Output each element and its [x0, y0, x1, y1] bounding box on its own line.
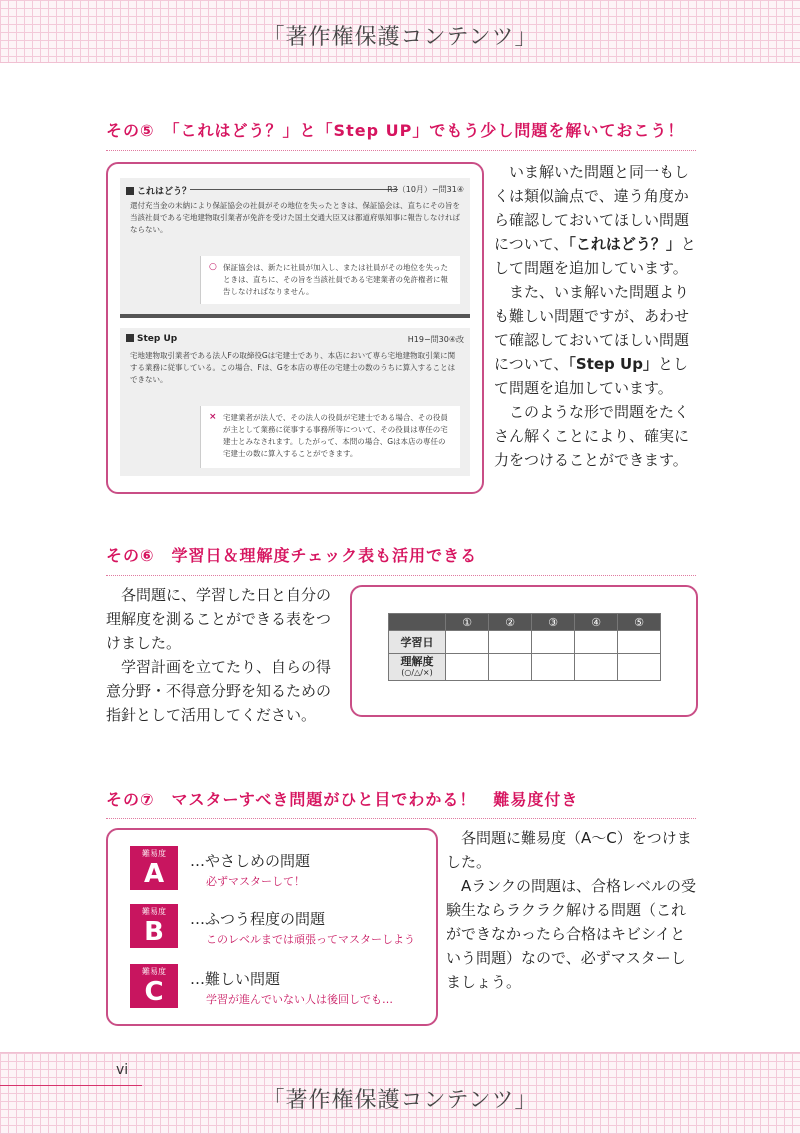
table-col-4: ④	[575, 614, 618, 631]
difficulty-title-b: …ふつう程度の問題	[190, 910, 326, 928]
section5-paragraph-2: また、いま解いた問題よりも難しい問題ですが、あわせて確認しておいてほしい問題について、「Step Up」として問題を追加しています。	[494, 283, 690, 397]
difficulty-title-c: …難しい問題	[190, 970, 281, 988]
card-ref-stepup: H19−問30④改	[407, 335, 464, 344]
table-cell	[532, 654, 575, 681]
table-cell	[575, 631, 618, 654]
section6-paragraph-1: 各問題に、学習した日と自分の理解度を測ることができる表をつけました。	[106, 586, 332, 652]
question-icon	[126, 187, 134, 195]
example-card-stepup	[120, 328, 470, 476]
table-col-5: ⑤	[618, 614, 661, 631]
difficulty-sub-a: 必ずマスターして！	[206, 875, 305, 888]
section6-rule	[106, 575, 696, 576]
answer-box-kore	[200, 256, 460, 304]
section5-heading: その⑤ 「これはどう？」と「Step UP」でもう少し問題を解いておこう！	[106, 121, 685, 140]
section7-rule	[106, 818, 696, 819]
difficulty-sub-c: 学習が進んでいない人は後回しでも…	[206, 993, 393, 1006]
row-label-study-date: 学習日	[389, 631, 446, 654]
section5-example-frame	[106, 162, 484, 494]
card-label-kore: これはどう？	[126, 184, 191, 197]
table-col-1: ①	[446, 614, 489, 631]
card-shadow-kore	[120, 314, 470, 318]
card-divider	[190, 189, 398, 190]
section5-paragraph-1: いま解いた問題と同一もしくは類似論点で、違う角度から確認しておいてほしい問題について、「これはどう？」として問題を追加しています。	[494, 163, 696, 277]
section7-body	[446, 826, 696, 994]
table-cell	[489, 654, 532, 681]
table-row-understanding	[389, 654, 661, 681]
stepup-icon	[126, 334, 134, 342]
section7-heading: その⑦ マスターすべき問題がひと目でわかる！ 難易度付き	[106, 790, 579, 809]
section7-paragraph-2: Aランクの問題は、合格レベルの受験生ならラクラク解ける問題（これができなかったら合格はキビシイという問題）なので、必ずマスターしましょう。	[446, 877, 696, 991]
check-table-frame	[350, 585, 698, 717]
section7-paragraph-1: 各問題に難易度（A～C）をつけました。	[446, 829, 692, 871]
difficulty-badge-a: 難易度 A	[130, 846, 178, 890]
section5-paragraph-3: このような形で問題をたくさん解くことにより、確実に力をつけることができます。	[494, 403, 690, 469]
table-cell	[446, 631, 489, 654]
example-card-kore	[120, 178, 470, 314]
page-number: vi	[116, 1062, 129, 1078]
answer-box-stepup	[200, 406, 460, 468]
watermark-top: 「著作権保護コンテンツ」	[262, 25, 538, 50]
card-question-stepup: 宅地建物取引業者である法人Fの取締役Gは宅建士であり、本店において専ら宅地建物取引業に関する業務に従事している。この場合、Fは、Gを本店の専任の宅建士の数のうちに算入することはできない。	[130, 351, 456, 384]
section5-rule	[106, 150, 696, 151]
section6-paragraph-2: 学習計画を立てたり、自らの得意分野・不得意分野を知るための指針として活用してください。	[106, 658, 332, 724]
table-cell	[532, 631, 575, 654]
row-label-understanding: 理解度 (○/△/×)	[389, 654, 446, 681]
table-cell	[489, 631, 532, 654]
section6-heading: その⑥ 学習日＆理解度チェック表も活用できる	[106, 546, 478, 565]
difficulty-badge-b: 難易度 B	[130, 904, 178, 948]
card-ref-kore: R3（10月）−問31④	[387, 185, 464, 194]
difficulty-badge-c: 難易度 C	[130, 964, 178, 1008]
table-cell	[618, 631, 661, 654]
table-cell	[446, 654, 489, 681]
answer-text-stepup: 宅建業者が法人で、その法人の役員が宅建士である場合、その役員が主として業務に従事する事務所等について、その役員は専任の宅建士とみなされます。したがって、本問の場合、Gは本店の専任の宅建士の数に算入することができます。	[223, 413, 448, 458]
answer-mark-kore: ○	[209, 262, 217, 272]
table-col-3: ③	[532, 614, 575, 631]
card-label-stepup: Step Up	[126, 334, 177, 344]
watermark-bottom: 「著作権保護コンテンツ」	[262, 1088, 538, 1113]
difficulty-title-a: …やさしめの問題	[190, 852, 311, 870]
table-cell	[618, 654, 661, 681]
section6-body	[106, 583, 342, 727]
table-col-2: ②	[489, 614, 532, 631]
answer-text-kore: 保証協会は、新たに社員が加入し、または社員がその地位を失ったときは、直ちに、その旨を当該社員である宅建業者の免許権者に報告しなければなりません。	[223, 263, 448, 296]
card-question-kore: 還付充当金の未納により保証協会の社員がその地位を失ったときは、保証協会は、直ちにその旨を当該社員である宅地建物取引業者が免許を受けた国土交通大臣又は都道府県知事に報告しなければならない。	[130, 201, 460, 234]
check-table	[388, 613, 661, 681]
difficulty-frame	[106, 828, 438, 1026]
table-row-study-date	[389, 631, 661, 654]
section5-body	[494, 160, 696, 472]
table-corner	[389, 614, 446, 631]
difficulty-sub-b: このレベルまでは頑張ってマスターしよう	[206, 933, 415, 946]
table-cell	[575, 654, 618, 681]
answer-mark-stepup: ×	[209, 412, 217, 422]
